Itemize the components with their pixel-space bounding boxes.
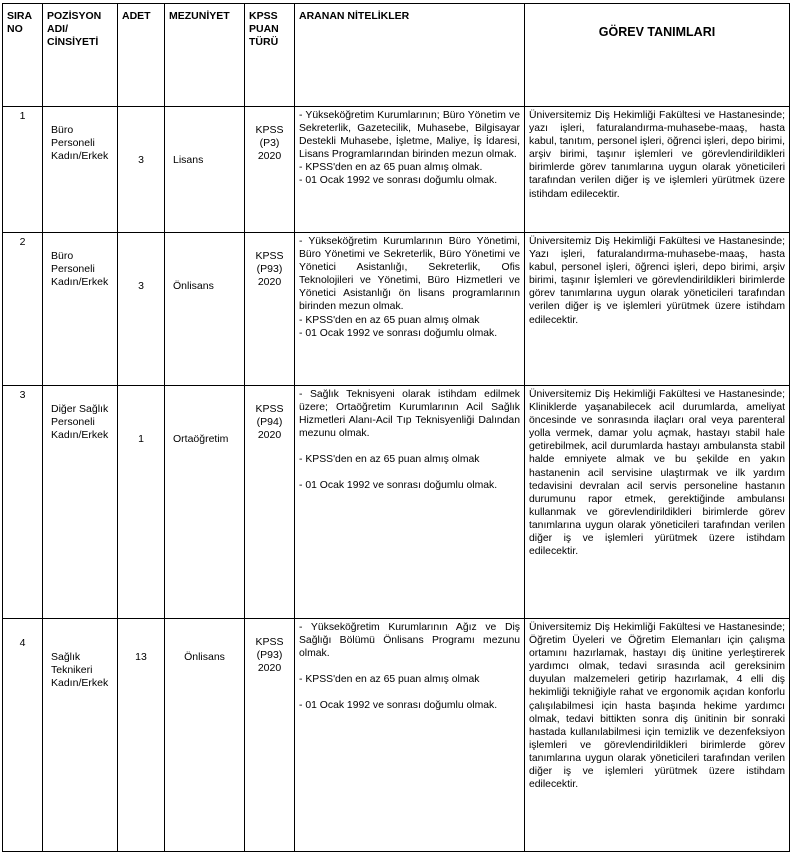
header-gorev: GÖREV TANIMLARI (525, 4, 790, 107)
row-pozisyon: Sağlık Teknikeri Kadın/Erkek (43, 619, 118, 852)
row-gorev: Üniversitemiz Diş Hekimliği Fakültesi ve Hastanesinde; yazı işleri, faturalandırma-muhasebe-maaş, hasta kabul, tanıtım, personel işleri, öğrenci işleri, depo birimi, arşiv birimi, taşınır işlemleri ve görevlendirildikleri birimlerde görev tanımlarına uygun olarak yöneticileri tarafından verilen diğer iş ve işlemleri yürütmek üzere istihdam edilecektir. (525, 107, 790, 233)
row-mezuniyet: Ortaöğretim (165, 386, 245, 619)
row-kpss: KPSS (P93) 2020 (245, 233, 295, 386)
row-mezuniyet: Lisans (165, 107, 245, 233)
nitelik-text: - 01 Ocak 1992 ve sonrası doğumlu olmak. (299, 700, 498, 712)
row-kpss: KPSS (P93) 2020 (245, 619, 295, 852)
header-nitelikler: ARANAN NİTELİKLER (295, 4, 525, 107)
nitelik-text: - KPSS'den en az 65 puan almış olmak (299, 314, 480, 326)
header-row (3, 4, 790, 107)
row-mezuniyet: Önlisans (165, 619, 245, 852)
nitelik-text: - KPSS'den en az 65 puan almış olmak. (299, 162, 483, 174)
row-pozisyon: Diğer Sağlık Personeli Kadın/Erkek (43, 386, 118, 619)
row-nitelikler (295, 107, 525, 233)
table-row (3, 107, 790, 233)
row-mezuniyet: Önlisans (165, 233, 245, 386)
job-positions-table (2, 3, 790, 852)
header-mezuniyet: MEZUNİYET (165, 4, 245, 107)
table-row (3, 233, 790, 386)
row-sira: 3 (3, 386, 43, 619)
row-sira: 1 (3, 107, 43, 233)
nitelik-text: - 01 Ocak 1992 ve sonrası doğumlu olmak. (299, 480, 498, 492)
row-pozisyon: Büro Personeli Kadın/Erkek (43, 107, 118, 233)
nitelik-text: - Yükseköğretim Kurumlarının Ağız ve Diş Sağlığı Bölümü Önlisans Programı mezunu olmak. (299, 622, 520, 660)
row-adet: 1 (118, 386, 165, 619)
table-row (3, 386, 790, 619)
nitelik-text: - KPSS'den en az 65 puan almış olmak (299, 454, 480, 466)
row-sira: 2 (3, 233, 43, 386)
nitelik-text: - Yükseköğretim Kurumlarının Büro Yönetimi, Büro Yönetimi ve Sekreterlik, Büro Yönetimi ve Yönetici Asistanlığı, Sekreterlik, Ofis Teknolojileri ve Yönetimi, Büro Hizmetleri ve Yönetici Asistanlığı ön lisans programlarının birinden mezun olmak. (299, 236, 520, 313)
row-adet: 13 (118, 619, 165, 852)
nitelik-text: - KPSS'den en az 65 puan almış olmak (299, 674, 480, 686)
header-sira-no: SIRA NO (3, 4, 43, 107)
row-gorev: Üniversitemiz Diş Hekimliği Fakültesi ve Hastanesinde; Yazı işleri, faturalandırma-muhasebe-maaş, hasta kabul, personel işleri, öğrenci işleri, depo birimi, arşiv birimi, taşınır İşlemleri ve görevlendirildikleri birimlerde görev tanımlarına uygun olarak yöneticileri tarafından verilen diğer iş ve işlemleri yürütmek üzere istihdam edilecektir. (525, 233, 790, 386)
header-kpss: KPSS PUAN TÜRÜ (245, 4, 295, 107)
row-kpss: KPSS (P3) 2020 (245, 107, 295, 233)
nitelik-text: - 01 Ocak 1992 ve sonrası doğumlu olmak. (299, 327, 498, 339)
row-nitelikler (295, 619, 525, 852)
row-adet: 3 (118, 233, 165, 386)
header-pozisyon: POZİSYON ADI/ CİNSİYETİ (43, 4, 118, 107)
nitelik-text: - Sağlık Teknisyeni olarak istihdam edilmek üzere; Ortaöğretim Kurumlarının Acil Sağlık Hizmetleri Alanı-Acil Tıp Teknisyenliği Dalından mezunu olmak. (299, 389, 520, 440)
row-adet: 3 (118, 107, 165, 233)
row-nitelikler (295, 386, 525, 619)
row-kpss: KPSS (P94) 2020 (245, 386, 295, 619)
row-gorev: Üniversitemiz Diş Hekimliği Fakültesi ve Hastanesinde; Öğretim Üyeleri ve Öğretim Elemanları için çalışma ortamını hazırlamak, hastayı diş ünitine yerleştirerek yardımcı olmak, tedavi sırasında acil gereksinim duyulan malzemeleri getirip hazırlamak, 4 elli diş hekimliği tekniğiyle rahat ve ergonomik açıdan konforlu çalışılabilmesi için hasta başında hekime yardımcı olmak, tedavi bittikten sonra diş ünitinin bir sonraki hastada kullanılabilmesi için temizlik ve dezenfeksiyon işlemleri ve görevlendirildikleri birimlerde görev tanımlarına uygun olarak yöneticileri tarafından verilen diğer iş ve işlemleri yürütmek üzere istihdam edilecektir. (525, 619, 790, 852)
row-nitelikler (295, 233, 525, 386)
row-gorev: Üniversitemiz Diş Hekimliği Fakültesi ve Hastanesinde; Kliniklerde yaşanabilecek acil durumlarda, ameliyat öncesinde ve sonrasında ilaçları oral veya parenteral yolla vermek, damar yolu açmak, hastayı stabil hale getirebilmek, acil durumlarda hastayı ambulansta stabil halde emniyete almak ve bu şekilde en yakın hastanenin acil servisine ulaştırmak ve ilk yardım tedavisini devralan acil servis personeline hastanın durumunu rapor etmek, gerektiğinde ambulansı kullanmak ve görevlendirildikleri birimlerde görev tanımlarına uygun olarak yöneticileri tarafından verilen diğer iş ve işlemleri yürütmek üzere istihdam edilecektir. (525, 386, 790, 619)
row-pozisyon: Büro Personeli Kadın/Erkek (43, 233, 118, 386)
header-adet: ADET (118, 4, 165, 107)
row-sira: 4 (3, 619, 43, 852)
table-row (3, 619, 790, 852)
nitelik-text: - Yükseköğretim Kurumlarının; Büro Yönetim ve Sekreterlik, Gazetecilik, Muhasebe, Bilgisayar Destekli Muhasebe, İşletme, Maliye, İş İdaresi, Lisans Programlarından birinden mezun olmak. (299, 110, 520, 161)
nitelik-text: - 01 Ocak 1992 ve sonrası doğumlu olmak. (299, 175, 498, 187)
